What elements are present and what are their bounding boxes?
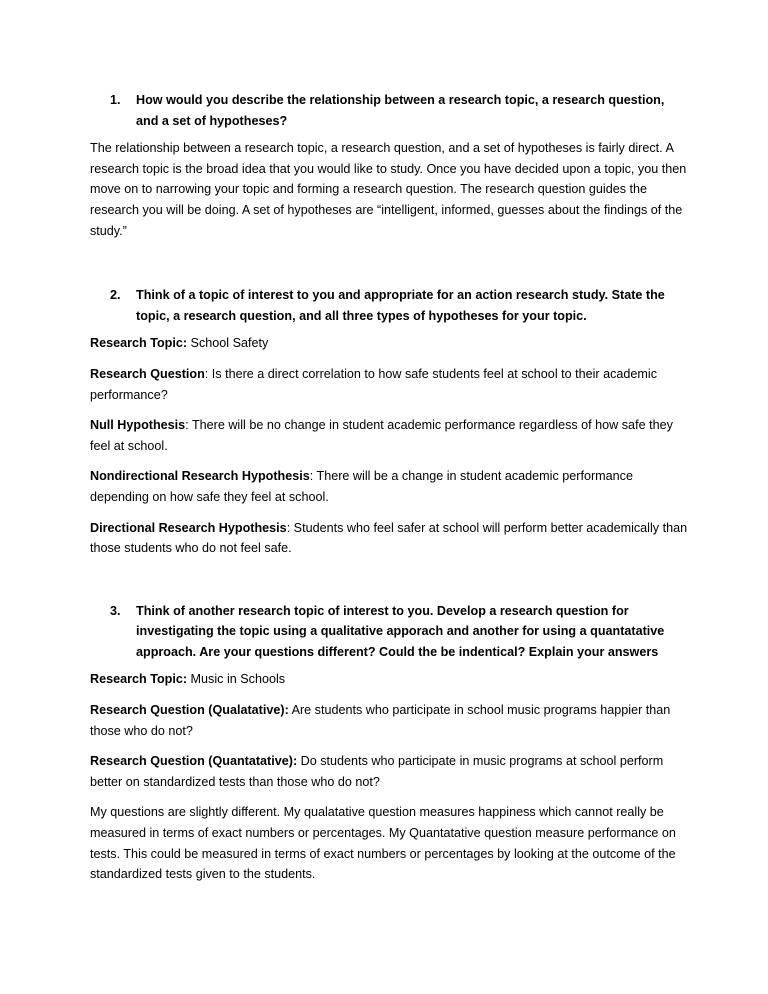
document-page xyxy=(90,90,690,885)
item-label: Directional Research Hypothesis xyxy=(90,520,287,535)
nondirectional-hypothesis-item xyxy=(90,466,690,507)
question-number: 3. xyxy=(110,603,121,618)
item-label: Research Question (Qualatative): xyxy=(90,703,289,718)
item-text: : There will be no change in student academic performance regardless of how safe they feel at school. xyxy=(90,418,673,453)
item-text: : Students who feel safer at school will perform better academically than those students who do not feel safe. xyxy=(90,520,688,556)
item-label: Research Question (Quantatative): xyxy=(90,754,298,769)
answer-1-paragraph: The relationship between a research topic, a research question, and a set of hypotheses is fairly direct. A research topic is the broad idea that you would like to study. Once you have decided upon a topic, you then move on to narrowing your topic and forming a research question. The research question guides the research you will be doing. A set of hypotheses are “intelligent, informed, guesses about the findings of the study.” xyxy=(90,141,687,238)
item-label: Research Question xyxy=(90,366,205,381)
item-text: Music in Schools xyxy=(187,672,286,687)
question-3 xyxy=(110,601,690,663)
question-number: 1. xyxy=(110,93,121,107)
research-topic-item xyxy=(90,669,690,690)
item-label: Nondirectional Research Hypothesis xyxy=(90,469,310,484)
question-text: Think of a topic of interest to you and appropriate for an action research study. State the topic, a research question, and all three types of hypotheses for your topic. xyxy=(136,288,665,323)
question-text: Think of another research topic of interest to you. Develop a research question for investigating the topic using a qualitative apporach and another for using a quantatative approach. Are your questions different? Could the be indentical? Explain your answers xyxy=(136,603,665,659)
question-number: 2. xyxy=(110,288,121,303)
item-text: Are students who participate in school music programs happier than those who do not? xyxy=(90,703,671,738)
research-question-item xyxy=(90,364,690,405)
directional-hypothesis-item xyxy=(90,518,690,559)
question-text: How would you describe the relationship between a research topic, a research question, and a set of hypotheses? xyxy=(136,93,665,128)
item-text: : There will be a change in student academic performance depending on how safe they feel at school. xyxy=(90,469,633,504)
item-label: Research Topic: xyxy=(90,672,188,687)
qualitative-question-item xyxy=(90,700,690,741)
item-text: School Safety xyxy=(187,336,269,351)
item-label: Research Topic: xyxy=(90,336,188,351)
item-text: Do students who participate in music programs at school perform better on standardized tests than those who do not? xyxy=(90,754,664,789)
item-label: Null Hypothesis xyxy=(90,418,186,433)
question-2 xyxy=(110,285,690,326)
answer-3-conclusion: My questions are slightly different. My qualatative question measures happiness which cannot really be measured in terms of exact numbers or percentages. My Quantatative question measure performance on tests. This could be measured in terms of exact numbers or percentages by looking at the outcome of the standardized tests given to the students. xyxy=(90,805,676,882)
null-hypothesis-item xyxy=(90,415,690,456)
item-text: : Is there a direct correlation to how safe students feel at school to their academic performance? xyxy=(90,366,658,402)
research-topic-item xyxy=(90,333,690,354)
quantitative-question-item xyxy=(90,751,690,792)
question-1 xyxy=(110,90,690,131)
